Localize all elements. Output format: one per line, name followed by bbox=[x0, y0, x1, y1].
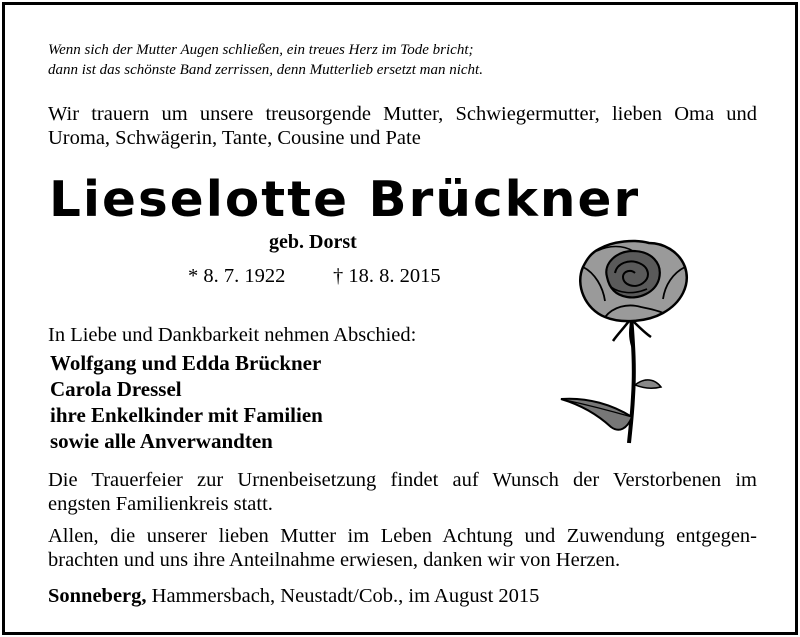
mourner-line: Wolfgang und Edda Brückner bbox=[50, 351, 322, 375]
rose-icon bbox=[553, 237, 699, 445]
mourner-line: ihre Enkelkinder mit Familien bbox=[50, 403, 323, 427]
deceased-name: Lieselotte Brückner bbox=[49, 171, 641, 228]
motto-line-1: Wenn sich der Mutter Augen schließen, ein treues Herz im Tode bricht; bbox=[48, 42, 474, 58]
closing-place: Sonneberg, bbox=[48, 585, 147, 607]
funeral-line-2: engsten Familienkreis statt. bbox=[48, 493, 273, 515]
death-date: † 18. 8. 2015 bbox=[333, 265, 441, 287]
intro-line-2: Uroma, Schwägerin, Tante, Cousine und Pate bbox=[48, 127, 421, 149]
thanks-line-2: brachten und uns ihre Anteilnahme erwiesen, danken wir von Herzen. bbox=[48, 549, 621, 571]
closing-rest: Hammersbach, Neustadt/Cob., im August 2015 bbox=[146, 585, 540, 607]
mourner-line: sowie alle Anverwandten bbox=[50, 429, 273, 453]
mourner-line: Carola Dressel bbox=[50, 377, 182, 401]
motto-line-2: dann ist das schönste Band zerrissen, denn Mutterlieb ersetzt man nicht. bbox=[48, 62, 483, 78]
funeral-line-1: Die Trauerfeier zur Urnenbeisetzung findet auf Wunsch der Verstorbenen im bbox=[48, 469, 757, 491]
birth-date: * 8. 7. 1922 bbox=[188, 265, 286, 287]
obituary-notice bbox=[2, 2, 798, 635]
intro-line-1: Wir trauern um unsere treusorgende Mutter, Schwiegermutter, lieben Oma und bbox=[48, 103, 757, 125]
maiden-name: geb. Dorst bbox=[269, 231, 357, 253]
closing-line bbox=[48, 584, 539, 608]
farewell-intro: In Liebe und Dankbarkeit nehmen Abschied: bbox=[48, 324, 417, 346]
thanks-line-1: Allen, die unserer lieben Mutter im Leben Achtung und Zuwendung entgegen- bbox=[48, 525, 757, 547]
